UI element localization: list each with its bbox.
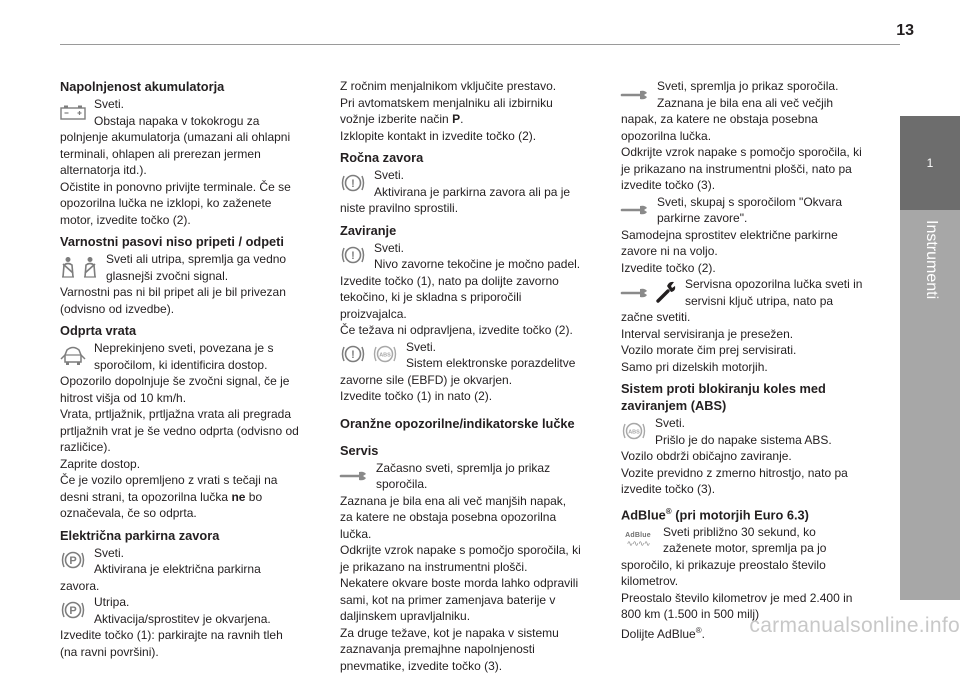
abs-heading: Sistem proti blokiranju koles med zaviranjem (ABS) xyxy=(621,380,863,414)
wrench-icon xyxy=(340,468,368,482)
brakes-text-3: Izvedite točko (1), nato pa dolijte zavorno tekočino, ki je skladna s priporočili proizvajalca. xyxy=(340,273,582,323)
svg-text:P: P xyxy=(69,555,76,567)
intro-text-2: Pri avtomatskem menjalniku ali izbirniku vožnje izberite način P. xyxy=(340,95,582,128)
service-key-text-4: Samo pri dizelskih motorjih. xyxy=(621,359,863,376)
abs-text-3: Vozilo obdrži običajno zaviranje. xyxy=(621,448,863,465)
door-open-icon xyxy=(60,345,86,367)
brakes-text-1: Sveti. xyxy=(340,240,582,257)
seatbelt-text-1: Sveti ali utripa, spremlja ga vedno glasnejši zvočni signal. xyxy=(60,251,302,284)
parking-brake-p-icon xyxy=(60,549,86,571)
door-text-5: Če je vozilo opremljeno z vrati s tečaji na desni strani, ta opozorilna lučka ne bo označevala, če so odprta. xyxy=(60,472,302,522)
handbrake-text-2: Aktivirana je parkirna zavora ali pa je niste pravilno sprostili. xyxy=(340,184,582,217)
adblue-text-1: Sveti približno 30 sekund, ko zaženete motor, spremlja pa jo sporočilo, ki prikazuje preostalo število kilometrov. xyxy=(621,524,863,590)
battery-heading: Napolnjenost akumulatorja xyxy=(60,78,302,95)
ebfd-text-1: Sveti. xyxy=(340,339,582,356)
column-1 xyxy=(60,78,302,660)
handbrake-text-1: Sveti. xyxy=(340,167,582,184)
ebfd-text-2: Sistem elektronske porazdelitve zavorne sile (EBFD) je okvarjen. xyxy=(340,355,582,388)
abs-text-2: Prišlo je do napake sistema ABS. xyxy=(621,432,863,449)
abs-warning-icon xyxy=(621,420,647,442)
parking-brake-p-flashing-icon xyxy=(60,599,86,621)
door-text-2: Opozorilo dopolnjuje še zvočni signal, če je hitrost višja od 10 km/h. xyxy=(60,373,302,406)
seatbelt-right-icon xyxy=(82,256,98,278)
ebfd-text-3: Izvedite točko (1) in nato (2). xyxy=(340,388,582,405)
adblue-text-2: Preostalo število kilometrov je med 2.400 in 800 km (1.500 in 500 milj) xyxy=(621,590,863,623)
battery-text-1: Sveti. xyxy=(60,96,302,113)
epb-heading: Električna parkirna zavora xyxy=(60,527,302,544)
epb-text-tail: Izvedite točko (1): parkirajte na ravnih tleh (na ravni površini). xyxy=(60,627,302,660)
adblue-heading: AdBlue® (pri motorjih Euro 6.3) xyxy=(621,503,863,523)
door-text-3: Vrata, prtljažnik, prtljažna vrata ali pregrada prtljažnih vrat je še vedno odprta (odvisno od različice). xyxy=(60,406,302,456)
battery-icon xyxy=(60,104,86,120)
door-text-1: Neprekinjeno sveti, povezana je s sporočilom, ki identificira dostop. xyxy=(60,340,302,373)
service-text-5: Za druge težave, kot je napaka v sistemu zaznavanja premajhne napolnjenosti pnevmatike, izvedite točko (3). xyxy=(340,625,582,674)
svg-text:ABS: ABS xyxy=(379,353,391,359)
battery-text-2: Obstaja napaka v tokokrogu za polnjenje akumulatorja (umazani ali ohlapni terminali, ohlapen ali prerezan jermen alternatorja itd.). xyxy=(60,113,302,179)
service-msg-text-3: Odkrijte vzrok napake s pomočjo sporočila, ki je prikazano na instrumentni plošči, nato pa izvedite točko (3). xyxy=(621,144,863,194)
epb-fault-text-2: Samodejna sprostitev električne parkirne zavore ni na voljo. xyxy=(621,227,863,260)
service-text-3: Odkrijte vzrok napake s pomočjo sporočila, ki je prikazano na instrumentni plošči. xyxy=(340,542,582,575)
brake-warning-icon xyxy=(340,172,366,194)
orange-lamps-heading: Oranžne opozorilne/indikatorske lučke xyxy=(340,415,582,432)
service-msg-text-2: Zaznana je bila ena ali več večjih napak, za katere ne obstaja posebna opozorilna lučka. xyxy=(621,95,863,145)
service-key-text-2: Interval servisiranja je presežen. xyxy=(621,326,863,343)
service-key-text-3: Vozilo morate čim prej servisirati. xyxy=(621,342,863,359)
service-text-1: Začasno sveti, spremlja jo prikaz sporočila. xyxy=(340,460,582,493)
adblue-icon-label: AdBlue xyxy=(625,531,651,540)
brakes-heading: Zaviranje xyxy=(340,222,582,239)
handbrake-heading: Ročna zavora xyxy=(340,149,582,166)
svg-text:!: ! xyxy=(351,250,355,262)
watermark: carmanualsonline.info xyxy=(749,614,960,638)
battery-text-3: Očistite in ponovno privijte terminale. Če se opozorilna lučka ne izklopi, ko zaženete motor, izvedite točko (2). xyxy=(60,179,302,229)
column-3 xyxy=(621,78,863,642)
header-divider xyxy=(60,44,900,45)
epb-text-a1: Sveti. xyxy=(60,545,302,562)
svg-text:!: ! xyxy=(351,178,355,190)
epb-text-b1: Utripa. xyxy=(60,594,302,611)
seatbelt-text-2: Varnostni pas ni bil pripet ali je bil privezan (odvisno od izvedbe). xyxy=(60,284,302,317)
intro-text-1: Z ročnim menjalnikom vključite prestavo. xyxy=(340,78,582,95)
chapter-number-tab: 1 xyxy=(900,116,960,210)
epb-fault-text-3: Izvedite točko (2). xyxy=(621,260,863,277)
service-heading: Servis xyxy=(340,442,582,459)
epb-fault-text-1: Sveti, skupaj s sporočilom "Okvara parkirne zavore". xyxy=(621,194,863,227)
epb-text-b2: Aktivacija/sprostitev je okvarjena. xyxy=(60,611,302,628)
brakes-text-4: Če težava ni odpravljena, izvedite točko (2). xyxy=(340,322,582,339)
column-2 xyxy=(340,78,582,674)
brake-fluid-icon xyxy=(340,244,366,266)
adblue-icon: AdBlue ∿∿∿∿ xyxy=(621,531,655,548)
service-text-4: Nekatere okvare boste morda lahko odpravili sami, kot na primer zamenjava baterije v daljinskem upravljalniku. xyxy=(340,575,582,625)
wrench-message-icon xyxy=(621,87,649,101)
service-msg-text-1: Sveti, spremlja jo prikaz sporočila. xyxy=(621,78,863,95)
door-text-4: Zaprite dostop. xyxy=(60,456,302,473)
svg-text:ABS: ABS xyxy=(628,429,640,435)
wrench-light-icon xyxy=(621,285,649,299)
service-key-icon xyxy=(655,280,677,304)
seatbelt-heading: Varnostni pasovi niso pripeti / odpeti xyxy=(60,233,302,250)
svg-text:P: P xyxy=(69,605,76,617)
adblue-text-3: Dolijte AdBlue®. xyxy=(621,623,863,643)
abs-text-4: Vozite previdno z zmerno hitrostjo, nato pa izvedite točko (3). xyxy=(621,465,863,498)
door-heading: Odprta vrata xyxy=(60,322,302,339)
abs-text-1: Sveti. xyxy=(621,415,863,432)
service-key-text-1: Servisna opozorilna lučka sveti in servisni ključ utripa, nato pa začne svetiti. xyxy=(621,276,863,326)
page-number: 13 xyxy=(896,22,914,40)
epb-text-a2: Aktivirana je električna parkirna zavora. xyxy=(60,561,302,594)
intro-text-3: Izklopite kontakt in izvedite točko (2). xyxy=(340,128,582,145)
service-text-2: Zaznana je bila ena ali več manjših napak, za katere ne obstaja posebna opozorilna lučka. xyxy=(340,493,582,543)
abs-icon xyxy=(372,343,398,365)
brakes-text-2: Nivo zavorne tekočine je močno padel. xyxy=(340,256,582,273)
svg-text:!: ! xyxy=(351,349,355,361)
wrench-parking-icon xyxy=(621,202,649,216)
brake-warning-small-icon xyxy=(340,343,366,365)
chapter-title: Instrumenti xyxy=(916,220,946,340)
seatbelt-left-icon xyxy=(60,256,76,278)
